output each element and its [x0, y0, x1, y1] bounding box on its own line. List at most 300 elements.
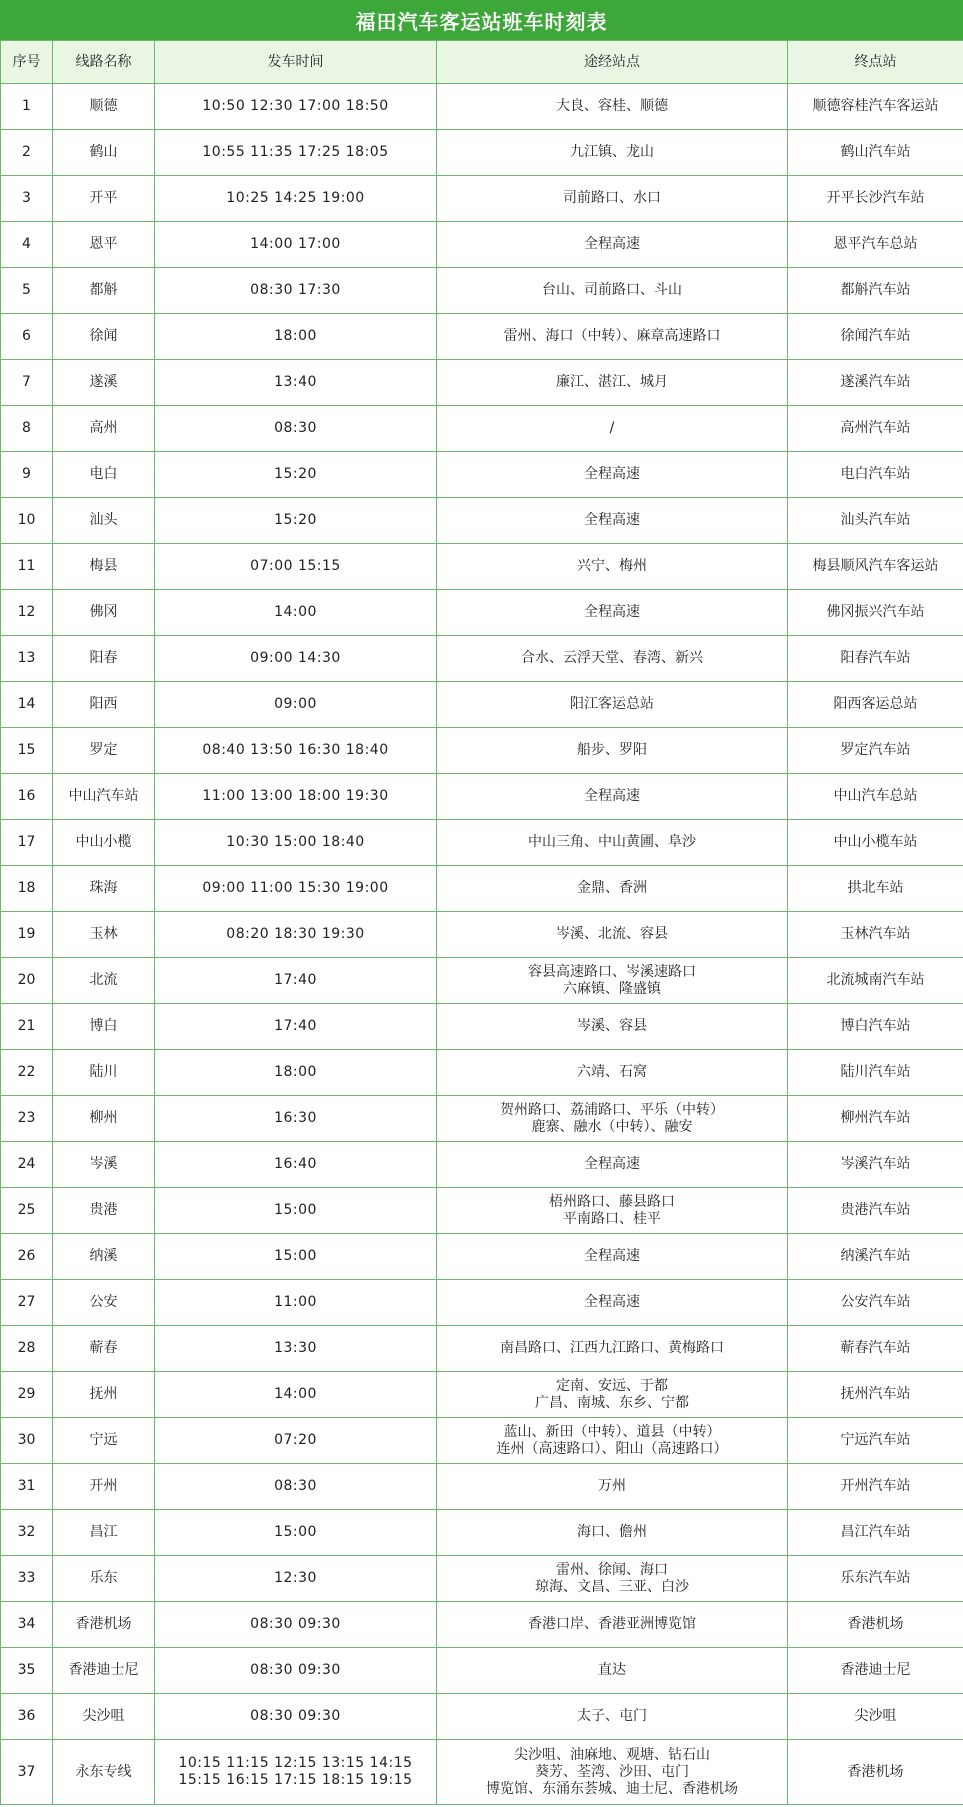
cell-terminal: 汕头汽车站 — [788, 498, 963, 544]
cell-route: 永东专线 — [53, 1740, 155, 1805]
table-row — [1, 1510, 963, 1556]
via-stops-line: 岑溪、北流、容县 — [556, 926, 668, 942]
table-row — [1, 774, 963, 820]
via-stops-line: 全程高速 — [584, 512, 640, 528]
cell-departure-time — [155, 130, 437, 176]
cell-index: 11 — [1, 544, 53, 590]
via-stops-line: 海口、儋州 — [577, 1524, 647, 1540]
cell-departure-time — [155, 1234, 437, 1280]
table-row — [1, 222, 963, 268]
cell-route: 昌江 — [53, 1510, 155, 1556]
cell-departure-time — [155, 1326, 437, 1372]
cell-route: 汕头 — [53, 498, 155, 544]
cell-via-stops — [437, 498, 788, 544]
cell-terminal: 贵港汽车站 — [788, 1188, 963, 1234]
cell-terminal: 电白汽车站 — [788, 452, 963, 498]
cell-via-stops — [437, 866, 788, 912]
cell-terminal: 高州汽车站 — [788, 406, 963, 452]
cell-departure-time — [155, 268, 437, 314]
via-stops-line: / — [609, 420, 615, 436]
cell-via-stops — [437, 1326, 788, 1372]
cell-route: 纳溪 — [53, 1234, 155, 1280]
cell-index: 9 — [1, 452, 53, 498]
cell-departure-time — [155, 498, 437, 544]
cell-terminal: 抚州汽车站 — [788, 1372, 963, 1418]
cell-route: 电白 — [53, 452, 155, 498]
cell-index: 14 — [1, 682, 53, 728]
cell-index: 12 — [1, 590, 53, 636]
cell-route: 恩平 — [53, 222, 155, 268]
cell-index: 3 — [1, 176, 53, 222]
cell-via-stops — [437, 1096, 788, 1142]
via-stops-line: 直达 — [598, 1662, 626, 1678]
via-stops-line: 定南、安远、于都 — [556, 1377, 668, 1394]
cell-departure-time — [155, 682, 437, 728]
cell-via-stops — [437, 1694, 788, 1740]
cell-route: 开平 — [53, 176, 155, 222]
cell-via-stops — [437, 774, 788, 820]
cell-index: 15 — [1, 728, 53, 774]
cell-departure-time — [155, 1510, 437, 1556]
cell-departure-time — [155, 176, 437, 222]
departure-time-line: 12:30 — [274, 1570, 317, 1586]
via-stops-line: 合水、云浮天堂、春湾、新兴 — [521, 650, 703, 666]
table-row — [1, 84, 963, 130]
via-stops-line: 琼海、文昌、三亚、白沙 — [535, 1578, 689, 1595]
cell-departure-time — [155, 820, 437, 866]
cell-route: 蕲春 — [53, 1326, 155, 1372]
cell-via-stops — [437, 1050, 788, 1096]
via-stops-line: 廉江、湛江、城月 — [556, 374, 668, 390]
departure-time-line: 15:00 — [274, 1248, 317, 1264]
cell-departure-time — [155, 958, 437, 1004]
cell-via-stops — [437, 958, 788, 1004]
departure-time-line: 08:30 — [274, 1478, 317, 1494]
departure-time-line: 10:50 12:30 17:00 18:50 — [202, 98, 389, 114]
cell-route: 佛冈 — [53, 590, 155, 636]
cell-terminal: 梅县顺风汽车客运站 — [788, 544, 963, 590]
cell-index: 23 — [1, 1096, 53, 1142]
departure-time-line: 13:30 — [274, 1340, 317, 1356]
table-row — [1, 406, 963, 452]
cell-departure-time — [155, 590, 437, 636]
departure-time-line: 09:00 11:00 15:30 19:00 — [202, 880, 389, 896]
cell-index: 21 — [1, 1004, 53, 1050]
via-stops-line: 太子、屯门 — [577, 1708, 647, 1724]
departure-time-line: 16:30 — [274, 1110, 317, 1126]
via-stops-line: 南昌路口、江西九江路口、黄梅路口 — [500, 1340, 724, 1356]
departure-time-line: 15:15 16:15 17:15 18:15 19:15 — [178, 1772, 413, 1788]
via-stops-line: 广昌、南城、东乡、宁都 — [535, 1394, 689, 1411]
departure-time-line: 10:25 14:25 19:00 — [226, 190, 365, 206]
cell-departure-time — [155, 1280, 437, 1326]
departure-time-line: 17:40 — [274, 972, 317, 988]
cell-index: 2 — [1, 130, 53, 176]
via-stops-line: 梧州路口、藤县路口 — [549, 1193, 675, 1210]
header-departure-time: 发车时间 — [155, 41, 437, 84]
cell-via-stops — [437, 590, 788, 636]
departure-time-line: 15:20 — [274, 466, 317, 482]
departure-time-line: 11:00 — [274, 1294, 317, 1310]
cell-terminal: 岑溪汽车站 — [788, 1142, 963, 1188]
cell-index: 32 — [1, 1510, 53, 1556]
via-stops-line: 司前路口、水口 — [563, 190, 661, 206]
cell-terminal: 阳春汽车站 — [788, 636, 963, 682]
cell-via-stops — [437, 1464, 788, 1510]
cell-departure-time — [155, 1372, 437, 1418]
cell-index: 37 — [1, 1740, 53, 1805]
departure-time-line: 07:20 — [274, 1432, 317, 1448]
cell-index: 8 — [1, 406, 53, 452]
cell-terminal: 玉林汽车站 — [788, 912, 963, 958]
cell-terminal: 纳溪汽车站 — [788, 1234, 963, 1280]
via-stops-line: 全程高速 — [584, 788, 640, 804]
cell-route: 阳西 — [53, 682, 155, 728]
cell-terminal: 开州汽车站 — [788, 1464, 963, 1510]
via-stops-line: 雷州、徐闻、海口 — [556, 1561, 668, 1578]
cell-index: 25 — [1, 1188, 53, 1234]
cell-terminal: 乐东汽车站 — [788, 1556, 963, 1602]
page-title: 福田汽车客运站班车时刻表 — [0, 0, 963, 40]
cell-route: 遂溪 — [53, 360, 155, 406]
departure-time-line: 10:30 15:00 18:40 — [226, 834, 365, 850]
cell-terminal: 蕲春汽车站 — [788, 1326, 963, 1372]
table-row — [1, 1602, 963, 1648]
via-stops-line: 容县高速路口、岑溪速路口 — [528, 963, 696, 980]
cell-index: 4 — [1, 222, 53, 268]
cell-terminal: 恩平汽车总站 — [788, 222, 963, 268]
via-stops-line: 全程高速 — [584, 1156, 640, 1172]
via-stops-line: 全程高速 — [584, 604, 640, 620]
cell-terminal: 陆川汽车站 — [788, 1050, 963, 1096]
cell-terminal: 柳州汽车站 — [788, 1096, 963, 1142]
cell-route: 徐闻 — [53, 314, 155, 360]
departure-time-line: 08:30 09:30 — [250, 1662, 341, 1678]
cell-index: 18 — [1, 866, 53, 912]
departure-time-line: 13:40 — [274, 374, 317, 390]
cell-terminal: 香港机场 — [788, 1602, 963, 1648]
cell-departure-time — [155, 452, 437, 498]
departure-time-line: 14:00 — [274, 604, 317, 620]
table-row — [1, 176, 963, 222]
via-stops-line: 贺州路口、荔浦路口、平乐（中转） — [500, 1101, 724, 1118]
cell-terminal: 佛冈振兴汽车站 — [788, 590, 963, 636]
cell-index: 20 — [1, 958, 53, 1004]
cell-terminal: 尖沙咀 — [788, 1694, 963, 1740]
cell-route: 阳春 — [53, 636, 155, 682]
cell-via-stops — [437, 912, 788, 958]
cell-terminal: 徐闻汽车站 — [788, 314, 963, 360]
via-stops-line: 大良、容桂、顺德 — [556, 98, 668, 114]
cell-via-stops — [437, 1602, 788, 1648]
cell-route: 珠海 — [53, 866, 155, 912]
cell-via-stops — [437, 1740, 788, 1805]
cell-departure-time — [155, 1602, 437, 1648]
table-row — [1, 1556, 963, 1602]
cell-route: 尖沙咀 — [53, 1694, 155, 1740]
table-row — [1, 360, 963, 406]
cell-via-stops — [437, 1510, 788, 1556]
cell-terminal: 中山汽车总站 — [788, 774, 963, 820]
cell-departure-time — [155, 84, 437, 130]
via-stops-line: 全程高速 — [584, 236, 640, 252]
cell-departure-time — [155, 1648, 437, 1694]
table-header-row — [1, 41, 963, 84]
table-row — [1, 1188, 963, 1234]
cell-route: 都斛 — [53, 268, 155, 314]
cell-departure-time — [155, 636, 437, 682]
cell-route: 香港迪士尼 — [53, 1648, 155, 1694]
cell-route: 乐东 — [53, 1556, 155, 1602]
cell-terminal: 遂溪汽车站 — [788, 360, 963, 406]
table-row — [1, 1418, 963, 1464]
cell-via-stops — [437, 130, 788, 176]
cell-route: 陆川 — [53, 1050, 155, 1096]
cell-departure-time — [155, 912, 437, 958]
cell-via-stops — [437, 728, 788, 774]
via-stops-line: 雷州、海口（中转）、麻章高速路口 — [503, 328, 721, 344]
cell-index: 28 — [1, 1326, 53, 1372]
via-stops-line: 尖沙咀、油麻地、观塘、钻石山 — [514, 1746, 710, 1763]
header-via-stops: 途经站点 — [437, 41, 788, 84]
table-row — [1, 498, 963, 544]
via-stops-line: 船步、罗阳 — [577, 742, 647, 758]
cell-departure-time — [155, 360, 437, 406]
cell-via-stops — [437, 1234, 788, 1280]
table-row — [1, 1694, 963, 1740]
table-row — [1, 1142, 963, 1188]
cell-via-stops — [437, 1418, 788, 1464]
cell-terminal: 博白汽车站 — [788, 1004, 963, 1050]
table-row — [1, 314, 963, 360]
header-terminal: 终点站 — [788, 41, 963, 84]
cell-terminal: 罗定汽车站 — [788, 728, 963, 774]
table-row — [1, 636, 963, 682]
cell-departure-time — [155, 1694, 437, 1740]
cell-via-stops — [437, 1556, 788, 1602]
cell-route: 博白 — [53, 1004, 155, 1050]
departure-time-line: 08:30 17:30 — [250, 282, 341, 298]
departure-time-line: 15:00 — [274, 1202, 317, 1218]
cell-route: 中山小榄 — [53, 820, 155, 866]
cell-departure-time — [155, 314, 437, 360]
cell-departure-time — [155, 1740, 437, 1805]
table-row — [1, 820, 963, 866]
cell-index: 5 — [1, 268, 53, 314]
cell-route: 抚州 — [53, 1372, 155, 1418]
table-row — [1, 728, 963, 774]
cell-route: 宁远 — [53, 1418, 155, 1464]
cell-index: 7 — [1, 360, 53, 406]
cell-departure-time — [155, 1188, 437, 1234]
via-stops-line: 六麻镇、隆盛镇 — [563, 980, 661, 997]
cell-index: 19 — [1, 912, 53, 958]
via-stops-line: 万州 — [598, 1478, 626, 1494]
cell-via-stops — [437, 1280, 788, 1326]
departure-time-line: 14:00 17:00 — [250, 236, 341, 252]
via-stops-line: 兴宁、梅州 — [577, 558, 647, 574]
cell-departure-time — [155, 1004, 437, 1050]
cell-terminal: 鹤山汽车站 — [788, 130, 963, 176]
cell-terminal: 香港迪士尼 — [788, 1648, 963, 1694]
cell-via-stops — [437, 544, 788, 590]
via-stops-line: 全程高速 — [584, 466, 640, 482]
cell-route: 香港机场 — [53, 1602, 155, 1648]
cell-index: 36 — [1, 1694, 53, 1740]
via-stops-line: 香港口岸、香港亚洲博览馆 — [528, 1616, 696, 1632]
departure-time-line: 08:30 09:30 — [250, 1616, 341, 1632]
via-stops-line: 鹿寨、融水（中转）、融安 — [531, 1118, 693, 1135]
cell-via-stops — [437, 452, 788, 498]
cell-index: 17 — [1, 820, 53, 866]
cell-route: 北流 — [53, 958, 155, 1004]
table-row — [1, 682, 963, 728]
via-stops-line: 岑溪、容县 — [577, 1018, 647, 1034]
cell-route: 岑溪 — [53, 1142, 155, 1188]
cell-departure-time — [155, 866, 437, 912]
departure-time-line: 09:00 — [274, 696, 317, 712]
table-row — [1, 958, 963, 1004]
cell-route: 柳州 — [53, 1096, 155, 1142]
departure-time-line: 15:20 — [274, 512, 317, 528]
cell-route: 鹤山 — [53, 130, 155, 176]
cell-terminal: 香港机场 — [788, 1740, 963, 1805]
cell-route: 贵港 — [53, 1188, 155, 1234]
cell-departure-time — [155, 1096, 437, 1142]
cell-route: 罗定 — [53, 728, 155, 774]
cell-terminal: 拱北车站 — [788, 866, 963, 912]
cell-departure-time — [155, 406, 437, 452]
cell-departure-time — [155, 774, 437, 820]
cell-terminal: 宁远汽车站 — [788, 1418, 963, 1464]
table-row — [1, 452, 963, 498]
via-stops-line: 台山、司前路口、斗山 — [542, 282, 682, 298]
departure-time-line: 11:00 13:00 18:00 19:30 — [202, 788, 389, 804]
departure-time-line: 14:00 — [274, 1386, 317, 1402]
departure-time-line: 08:30 — [274, 420, 317, 436]
cell-departure-time — [155, 728, 437, 774]
cell-index: 24 — [1, 1142, 53, 1188]
table-row — [1, 1050, 963, 1096]
table-row — [1, 130, 963, 176]
departure-time-line: 08:20 18:30 19:30 — [226, 926, 365, 942]
cell-via-stops — [437, 84, 788, 130]
table-row — [1, 268, 963, 314]
cell-index: 10 — [1, 498, 53, 544]
cell-route: 中山汽车站 — [53, 774, 155, 820]
cell-route: 公安 — [53, 1280, 155, 1326]
table-row — [1, 1648, 963, 1694]
cell-index: 34 — [1, 1602, 53, 1648]
cell-index: 29 — [1, 1372, 53, 1418]
via-stops-line: 九江镇、龙山 — [570, 144, 654, 160]
cell-route: 开州 — [53, 1464, 155, 1510]
cell-index: 1 — [1, 84, 53, 130]
via-stops-line: 连州（高速路口）、阳山（高速路口） — [496, 1440, 728, 1457]
cell-departure-time — [155, 1556, 437, 1602]
via-stops-line: 金鼎、香洲 — [577, 880, 647, 896]
cell-route: 玉林 — [53, 912, 155, 958]
via-stops-line: 全程高速 — [584, 1294, 640, 1310]
table-row — [1, 1280, 963, 1326]
schedule-table — [0, 40, 963, 1805]
via-stops-line: 平南路口、桂平 — [563, 1210, 661, 1227]
cell-index: 6 — [1, 314, 53, 360]
table-row — [1, 1326, 963, 1372]
table-row — [1, 912, 963, 958]
cell-index: 26 — [1, 1234, 53, 1280]
departure-time-line: 07:00 15:15 — [250, 558, 341, 574]
cell-departure-time — [155, 544, 437, 590]
cell-terminal: 中山小榄车站 — [788, 820, 963, 866]
table-row — [1, 1096, 963, 1142]
cell-via-stops — [437, 1372, 788, 1418]
departure-time-line: 10:55 11:35 17:25 18:05 — [202, 144, 389, 160]
departure-time-line: 08:30 09:30 — [250, 1708, 341, 1724]
cell-index: 22 — [1, 1050, 53, 1096]
table-row — [1, 1234, 963, 1280]
cell-terminal: 昌江汽车站 — [788, 1510, 963, 1556]
cell-index: 27 — [1, 1280, 53, 1326]
departure-time-line: 08:40 13:50 16:30 18:40 — [202, 742, 389, 758]
cell-departure-time — [155, 1464, 437, 1510]
cell-index: 33 — [1, 1556, 53, 1602]
cell-index: 31 — [1, 1464, 53, 1510]
table-row — [1, 544, 963, 590]
departure-time-line: 16:40 — [274, 1156, 317, 1172]
cell-terminal: 顺德容桂汽车客运站 — [788, 84, 963, 130]
cell-terminal: 公安汽车站 — [788, 1280, 963, 1326]
cell-via-stops — [437, 682, 788, 728]
cell-index: 30 — [1, 1418, 53, 1464]
cell-route: 顺德 — [53, 84, 155, 130]
departure-time-line: 17:40 — [274, 1018, 317, 1034]
cell-via-stops — [437, 1648, 788, 1694]
cell-departure-time — [155, 1142, 437, 1188]
cell-terminal: 北流城南汽车站 — [788, 958, 963, 1004]
table-row — [1, 1004, 963, 1050]
table-row — [1, 1464, 963, 1510]
table-body — [1, 84, 963, 1805]
cell-index: 13 — [1, 636, 53, 682]
cell-terminal: 阳西客运总站 — [788, 682, 963, 728]
table-row — [1, 590, 963, 636]
table-row — [1, 1372, 963, 1418]
cell-index: 35 — [1, 1648, 53, 1694]
via-stops-line: 蓝山、新田（中转）、道县（中转） — [503, 1423, 721, 1440]
departure-time-line: 10:15 11:15 12:15 13:15 14:15 — [178, 1755, 413, 1771]
cell-via-stops — [437, 314, 788, 360]
via-stops-line: 博览馆、东涌东荟城、迪士尼、香港机场 — [486, 1780, 738, 1797]
cell-route: 梅县 — [53, 544, 155, 590]
cell-via-stops — [437, 406, 788, 452]
via-stops-line: 葵芳、荃湾、沙田、屯门 — [535, 1763, 689, 1780]
cell-via-stops — [437, 1188, 788, 1234]
via-stops-line: 六靖、石窝 — [577, 1064, 647, 1080]
cell-terminal: 开平长沙汽车站 — [788, 176, 963, 222]
header-index: 序号 — [1, 41, 53, 84]
cell-via-stops — [437, 1004, 788, 1050]
departure-time-line: 09:00 14:30 — [250, 650, 341, 666]
cell-via-stops — [437, 1142, 788, 1188]
cell-departure-time — [155, 1418, 437, 1464]
cell-index: 16 — [1, 774, 53, 820]
cell-via-stops — [437, 360, 788, 406]
table-row — [1, 1740, 963, 1805]
departure-time-line: 18:00 — [274, 328, 317, 344]
via-stops-line: 中山三角、中山黄圃、阜沙 — [528, 834, 696, 850]
departure-time-line: 18:00 — [274, 1064, 317, 1080]
